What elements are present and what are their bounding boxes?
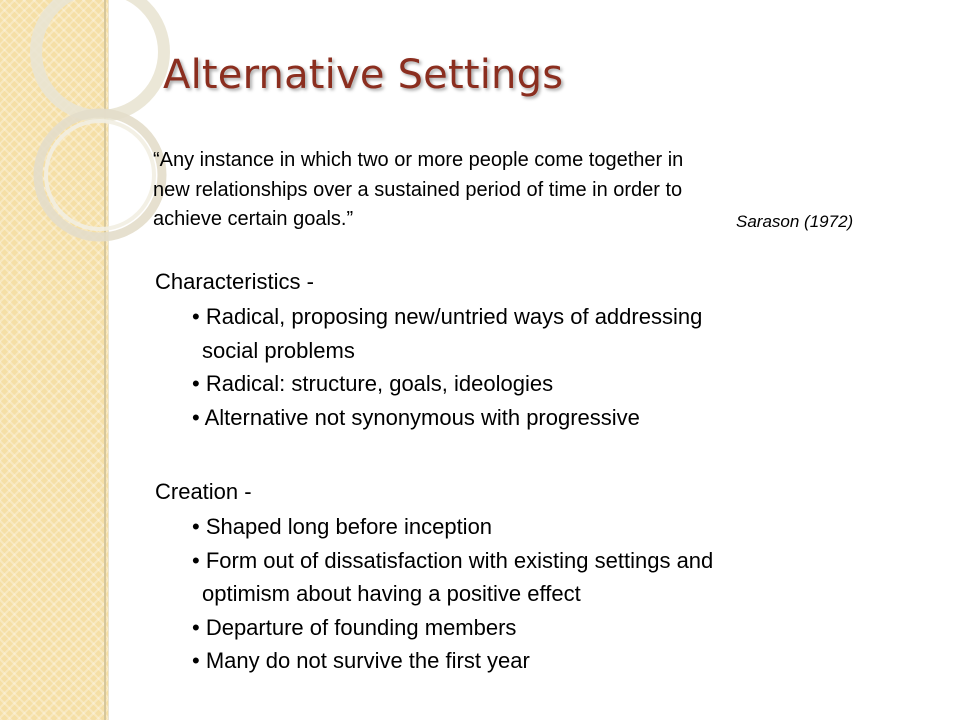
list-item [192,510,912,544]
list-item [192,611,912,645]
list-item-continuation: social problems [202,337,355,363]
list-item [192,644,912,678]
slide-title: Alternative Settings [163,52,564,98]
quote-line: “Any instance in which two or more people come together in [153,149,684,171]
quote-line: achieve certain goals.” [153,208,354,230]
list-item-text: • Radical: structure, goals, ideologies [192,371,554,396]
list-item-text: • Radical, proposing new/untried ways of addressing [192,304,703,329]
decorative-sidebar [0,0,108,720]
list-item [192,544,912,611]
creation-heading: Creation - [155,479,252,504]
list-item-text: • Alternative not synonymous with progressive [192,404,640,430]
sidebar-divider-light [108,0,109,720]
list-item [192,367,912,401]
characteristics-heading: Characteristics - [155,269,314,294]
list-item-text: • Form out of dissatisfaction with existing settings and [192,547,714,573]
list-item-text: • Shaped long before inception [192,514,493,539]
list-item-text: • Departure of founding members [192,614,517,640]
list-item [192,401,912,435]
characteristics-list [192,300,912,434]
list-item-continuation: optimism about having a positive effect [202,581,581,606]
sidebar-divider [104,0,106,720]
list-item-text: • Many do not survive the first year [192,648,530,673]
quote-line: new relationships over a sustained period of time in order to [153,178,683,201]
creation-list [192,510,912,678]
quote-citation: Sarason (1972) [736,212,854,231]
list-item [192,300,912,367]
